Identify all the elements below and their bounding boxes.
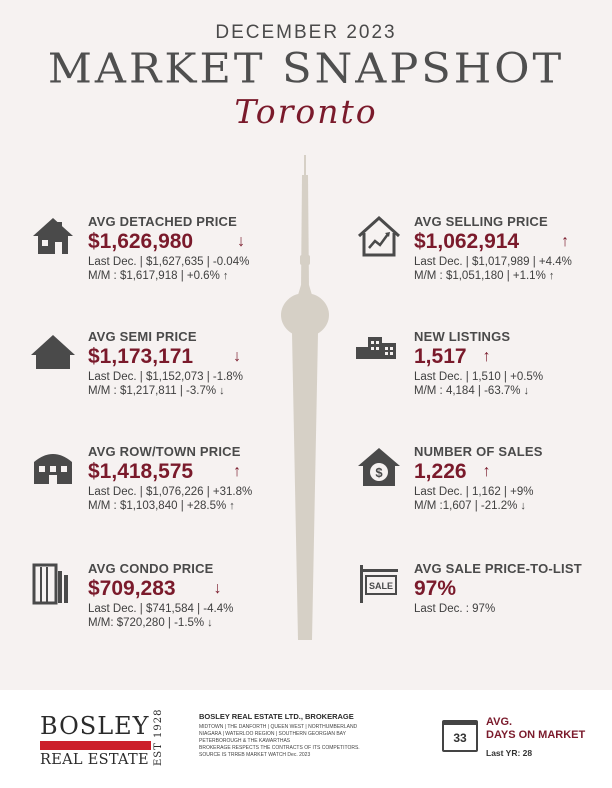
trend-up-icon: ↑ — [548, 270, 555, 282]
house-dollar-icon — [356, 444, 402, 490]
stat-label: AVG CONDO PRICE — [88, 561, 214, 576]
city-name: Toronto — [234, 92, 378, 131]
brand-logo-bar — [40, 741, 151, 750]
stat-value: 97% — [414, 577, 457, 600]
mm-line: M/M : $1,051,180 | +1.1% — [414, 270, 546, 282]
stat-value: $1,418,575 — [88, 460, 194, 483]
mm-line: M/M : $1,617,918 | +0.6% — [88, 270, 220, 282]
stat-value: $1,626,980 — [88, 230, 194, 253]
calendar-icon — [442, 720, 478, 752]
footer — [0, 690, 612, 788]
mm-line: M/M :1,607 | -21.2% — [414, 500, 518, 512]
stat-label: AVG SALE PRICE-TO-LIST — [414, 561, 582, 576]
stat-value: $709,283 — [88, 577, 176, 600]
townhouse-icon — [30, 444, 76, 490]
dom-label-line2: DAYS ON MARKET — [486, 729, 586, 741]
trend-down-icon: ↓ — [523, 385, 530, 397]
stat-value: 1,517 — [414, 345, 467, 368]
brand-logo-subtitle: REAL ESTATE — [40, 752, 149, 768]
areas-line: PETERBOROUGH & THE KAWARTHAS — [199, 738, 291, 744]
mm-line: M/M : $1,103,840 | +28.5% — [88, 500, 227, 512]
last-dec-line: Last Dec. | 1,162 | +9% — [414, 486, 534, 498]
days-on-market-last-year: Last YR: 28 — [486, 748, 533, 758]
last-dec-line: Last Dec. | 1,510 | +0.5% — [414, 371, 544, 383]
last-dec-line: Last Dec. | $1,627,635 | -0.04% — [88, 256, 250, 268]
svg-text:$: $ — [375, 465, 383, 480]
report-month: DECEMBER 2023 — [215, 22, 397, 43]
stat-label: AVG ROW/TOWN PRICE — [88, 444, 241, 459]
mm-line: M/M : $1,217,811 | -3.7% — [88, 385, 217, 397]
mm-line: M/M: $720,280 | -1.5% — [88, 617, 205, 629]
trend-down-icon: ↓ — [520, 500, 526, 512]
trend-down-icon: ↓ — [219, 385, 225, 397]
condo-icon — [30, 561, 76, 607]
areas-line: NIAGARA | WATERLOO REGION | SOUTHERN GEORGIAN BAY — [199, 731, 346, 737]
mm-line: M/M : 4,184 | -63.7% — [414, 385, 521, 397]
last-dec-line: Last Dec. | $741,584 | -4.4% — [88, 603, 234, 615]
svg-text:SALE: SALE — [368, 581, 394, 591]
stat-label: NEW LISTINGS — [414, 329, 511, 344]
stat-value: $1,173,171 — [88, 345, 194, 368]
last-dec-line: Last Dec. : 97% — [414, 603, 496, 615]
source-note: SOURCE IS TRREB MARKET WATCH Dec. 2023 — [199, 752, 311, 758]
last-dec-line: Last Dec. | $1,017,989 | +4.4% — [414, 256, 572, 268]
days-on-market-value: 33 — [453, 731, 467, 745]
trend-up-icon: ↑ — [233, 463, 242, 480]
dom-label-line1: AVG. — [486, 716, 513, 728]
areas-line: MIDTOWN | THE DANFORTH | QUEEN WEST | NORTHUMBERLAND — [199, 724, 358, 730]
brokerage-info — [199, 712, 399, 759]
days-on-market-label — [486, 716, 585, 742]
trend-down-icon: ↓ — [237, 233, 246, 250]
trend-up-icon: ↑ — [222, 270, 229, 282]
page-title: MARKET SNAPSHOT — [47, 45, 565, 93]
stat-label: AVG DETACHED PRICE — [88, 214, 238, 229]
trend-up-icon: ↑ — [482, 463, 491, 480]
trend-down-icon: ↓ — [207, 617, 213, 629]
trend-up-icon: ↑ — [229, 500, 235, 512]
trend-down-icon: ↓ — [233, 348, 242, 365]
house-icon — [30, 214, 76, 260]
last-dec-line: Last Dec. | $1,076,226 | +31.8% — [88, 486, 253, 498]
disclaimer: BROKERAGE RESPECTS THE CONTRACTS OF ITS COMPETITORS. — [199, 745, 360, 751]
buildings-icon — [356, 329, 402, 375]
trend-down-icon: ↓ — [213, 580, 222, 597]
semi-house-icon — [30, 329, 76, 375]
stat-label: AVG SELLING PRICE — [414, 214, 548, 229]
brand-established: EST 1928 — [153, 708, 164, 766]
last-dec-line: Last Dec. | $1,152,073 | -1.8% — [88, 371, 243, 383]
trend-up-icon: ↑ — [482, 348, 491, 365]
stat-label: AVG SEMI PRICE — [88, 329, 197, 344]
stat-value: $1,062,914 — [414, 230, 520, 253]
trend-up-icon: ↑ — [561, 233, 570, 250]
brokerage-name: BOSLEY REAL ESTATE LTD., BROKERAGE — [199, 712, 354, 721]
house-chart-icon — [356, 214, 402, 260]
brand-logo-name: BOSLEY — [40, 712, 150, 740]
sale-sign-icon — [356, 561, 402, 607]
stat-value: 1,226 — [414, 460, 467, 483]
stat-label: NUMBER OF SALES — [414, 444, 543, 459]
